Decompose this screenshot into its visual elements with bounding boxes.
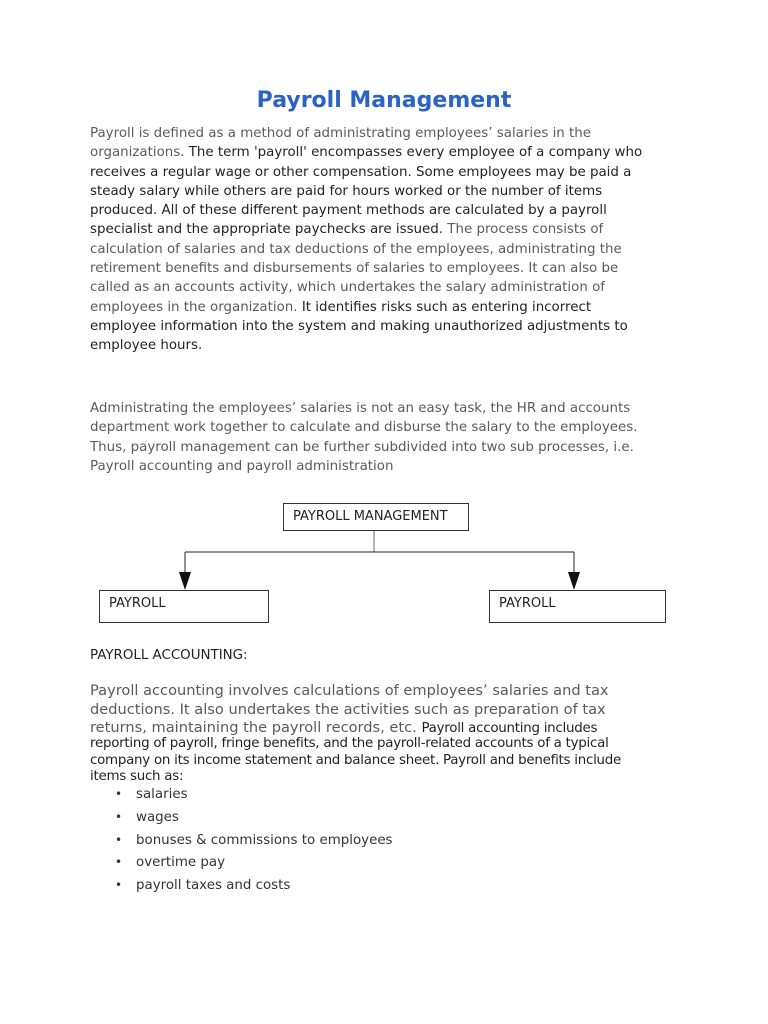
text-segment: reporting of payroll, fringe benefits, and the payroll-related accounts of a typical [90, 736, 609, 752]
list-item-text: wages [136, 809, 179, 825]
items-list [112, 785, 393, 899]
text-segment: steady salary while others are paid for hours worked or the number of items [90, 183, 603, 199]
text-segment: The process consists of [447, 222, 604, 238]
text-segment: Payroll is defined as a method of administrating employees’ salaries in the [90, 126, 592, 141]
text-segment: calculation of salaries and tax deductions of the employees, administrating the [90, 241, 622, 257]
text-line [90, 720, 621, 737]
text-segment: employees in the organization. [90, 299, 302, 315]
text-line [90, 681, 621, 700]
diagram-box-right [489, 590, 666, 623]
accounting-paragraph [90, 681, 621, 786]
list-item-text: payroll taxes and costs [136, 878, 291, 894]
text-segment: deductions. It also undertakes the activities such as preparation of tax [90, 701, 606, 719]
list-item [112, 831, 393, 854]
diagram-label: PAYROLL [109, 596, 166, 611]
text-segment: organizations. [90, 145, 189, 161]
text-line [90, 753, 621, 770]
list-item [112, 876, 393, 899]
text-line [90, 700, 621, 719]
text-segment: Payroll accounting includes [421, 720, 598, 736]
text-segment: produced. All of these different payment methods are calculated by a payroll [90, 203, 607, 219]
arrow-down-icon [568, 572, 580, 590]
text-segment: Thus, payroll management can be further subdivided into two sub processes, i.e. [90, 439, 634, 455]
bullet-icon: • [115, 855, 123, 870]
list-item-text: salaries [136, 787, 188, 802]
list-item-text: overtime pay [136, 855, 226, 871]
text-segment: employee hours. [90, 338, 203, 354]
text-segment: company on its income statement and balance sheet. Payroll and benefits include [90, 752, 622, 768]
diagram-label: PAYROLL MANAGEMENT [293, 509, 448, 524]
bullet-icon: • [115, 878, 123, 893]
text-segment: receives a regular wage or other compensation. Some employees may be paid a [90, 164, 632, 180]
bullet-icon: • [115, 787, 123, 801]
section-heading: PAYROLL ACCOUNTING: [90, 648, 248, 663]
diagram-box-root [283, 503, 469, 531]
bullet-icon: • [115, 809, 123, 824]
list-item [112, 785, 393, 808]
list-item [112, 853, 393, 876]
text-segment: retirement benefits and disbursements of salaries to employees. It can also be [90, 261, 619, 277]
text-line [90, 769, 621, 786]
list-item [112, 808, 393, 831]
text-segment: The term 'payroll' encompasses every employee of a company who [188, 145, 643, 161]
text-segment: Payroll accounting involves calculations of employees’ salaries and tax [90, 682, 609, 699]
text-segment: It identifies risks such as entering incorrect [301, 299, 592, 315]
diagram-label: PAYROLL [499, 596, 556, 611]
diagram-box-left [99, 590, 269, 623]
text-segment: returns, maintaining the payroll records, etc. [90, 718, 422, 736]
text-line [90, 736, 621, 753]
text-segment: Administrating the employees’ salaries is not an easy task, the HR and accounts [90, 401, 631, 416]
list-item-text: bonuses & commissions to employees [136, 832, 393, 848]
text-segment: Payroll accounting and payroll administration [90, 458, 394, 474]
text-segment: called as an accounts activity, which undertakes the salary administration of [90, 280, 605, 296]
arrow-down-icon [179, 572, 191, 590]
page-title: Payroll Management [256, 88, 512, 113]
text-segment: department work together to calculate and disburse the salary to the employees. [90, 420, 638, 436]
bullet-icon: • [115, 832, 123, 847]
text-segment: items such as: [90, 769, 184, 785]
text-segment: specialist and the appropriate paychecks are issued. [90, 222, 448, 238]
text-segment: employee information into the system and making unauthorized adjustments to [90, 318, 628, 334]
